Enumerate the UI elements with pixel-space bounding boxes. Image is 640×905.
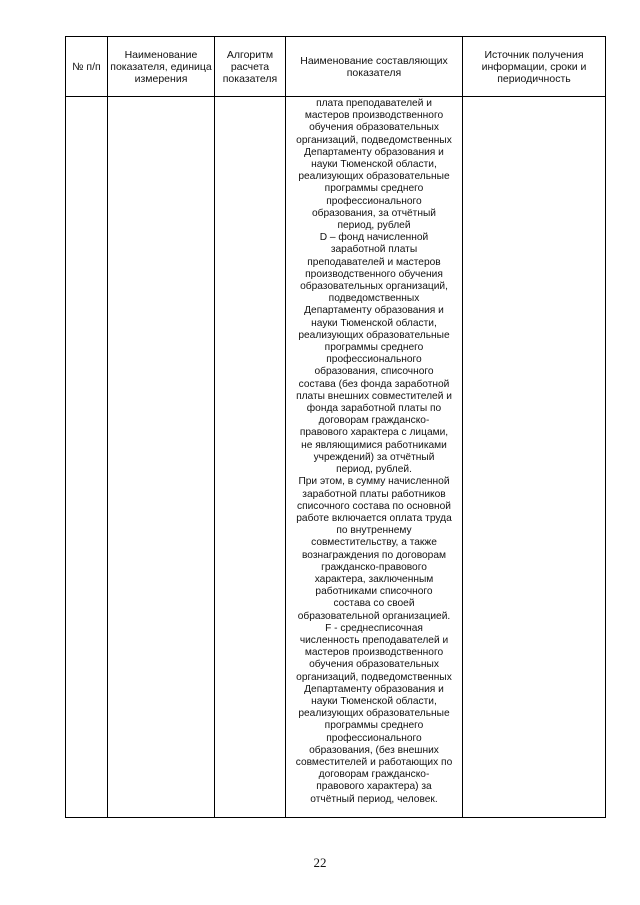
components-line: реализующих образовательные (298, 171, 450, 183)
table-row (66, 97, 606, 818)
components-line: науки Тюменской области, (311, 159, 437, 171)
components-line: правового характера с лицами, (299, 427, 449, 439)
components-line: Департаменту образования и (304, 146, 444, 158)
components-line: период, рублей (337, 220, 411, 232)
page-number: 22 (313, 855, 327, 870)
components-line: При этом, в сумму начисленной (298, 476, 450, 488)
components-line: профессионального (326, 195, 422, 207)
components-line: реализующих образовательные (298, 329, 450, 341)
header-source: Источник получения информации, сроки и периодичность (463, 37, 606, 97)
header-number: № п/п (66, 37, 108, 97)
components-line: науки Тюменской области, (311, 317, 437, 329)
components-line: характера, заключенным (314, 573, 434, 585)
components-line: преподавателей и мастеров (307, 256, 441, 268)
components-line: образования, (без внешних (309, 744, 439, 756)
components-line: совместителей и работающих по (295, 756, 453, 768)
components-line: программы среднего (324, 342, 424, 354)
components-line: образовательных организаций, (300, 281, 448, 293)
components-line: заработной платы (330, 244, 418, 256)
components-line: работе включается оплата труда (296, 512, 452, 524)
header-indicator-name: Наименование показателя, единица измерения (108, 37, 215, 97)
indicator-table (65, 36, 606, 818)
components-line: списочного состава по основной (297, 500, 451, 512)
components-line: подведомственных (328, 293, 420, 305)
components-line: образования, списочного (314, 366, 434, 378)
components-line: мастеров производственного (304, 647, 444, 659)
components-line: организаций, подведомственных (296, 671, 452, 683)
components-line: гражданско-правового (321, 561, 427, 573)
components-line: мастеров производственного (304, 110, 444, 122)
components-line: производственного обучения (305, 268, 443, 280)
components-line: профессионального (326, 354, 422, 366)
components-line: реализующих образовательные (298, 708, 450, 720)
cell-indicator-name (108, 97, 215, 818)
cell-number (66, 97, 108, 818)
components-line: договорам гражданско- (318, 415, 430, 427)
cell-components (286, 97, 463, 818)
components-line: отчётный период, человек. (310, 793, 438, 805)
components-line: совместительству, а также (311, 537, 437, 549)
components-line: платы внешних совместителей и (296, 390, 452, 402)
components-line: не являющимися работниками (301, 439, 447, 451)
components-line: численность преподавателей и (299, 634, 449, 646)
components-line: организаций, подведомственных (296, 134, 452, 146)
components-line: образования, за отчётный (312, 207, 436, 219)
components-line: работниками списочного (315, 586, 433, 598)
components-line: Департаменту образования и (304, 305, 444, 317)
components-line: программы среднего (324, 720, 424, 732)
components-line: период, рублей. (336, 464, 412, 476)
table-header-row (66, 37, 606, 97)
components-line: обучения образовательных (309, 122, 439, 134)
cell-algorithm (215, 97, 286, 818)
components-text (286, 97, 462, 806)
components-line: состава (без фонда заработной (298, 378, 450, 390)
components-line: Департаменту образования и (304, 683, 444, 695)
header-algorithm: Алгоритм расчета показателя (215, 37, 286, 97)
components-line: учреждений) за отчётный (313, 451, 435, 463)
components-line: договорам гражданско- (318, 769, 430, 781)
components-line: науки Тюменской области, (311, 695, 437, 707)
components-line: состава со своей (333, 598, 415, 610)
components-line: обучения образовательных (309, 659, 439, 671)
components-line: D – фонд начисленной (319, 232, 429, 244)
header-components: Наименование составляющих показателя (286, 37, 463, 97)
components-line: заработной платы работников (302, 488, 446, 500)
components-line: фонда заработной платы по (306, 403, 442, 415)
components-line: образовательной организацией. (297, 610, 451, 622)
cell-source (463, 97, 606, 818)
components-line: профессионального (326, 732, 422, 744)
components-line: программы среднего (324, 183, 424, 195)
components-line: правового характера) за (316, 781, 432, 793)
components-line: вознаграждения по договорам (301, 549, 447, 561)
components-line: по внутреннему (336, 525, 412, 537)
components-line: F - среднесписочная (325, 622, 423, 634)
components-line: плата преподавателей и (316, 98, 432, 109)
